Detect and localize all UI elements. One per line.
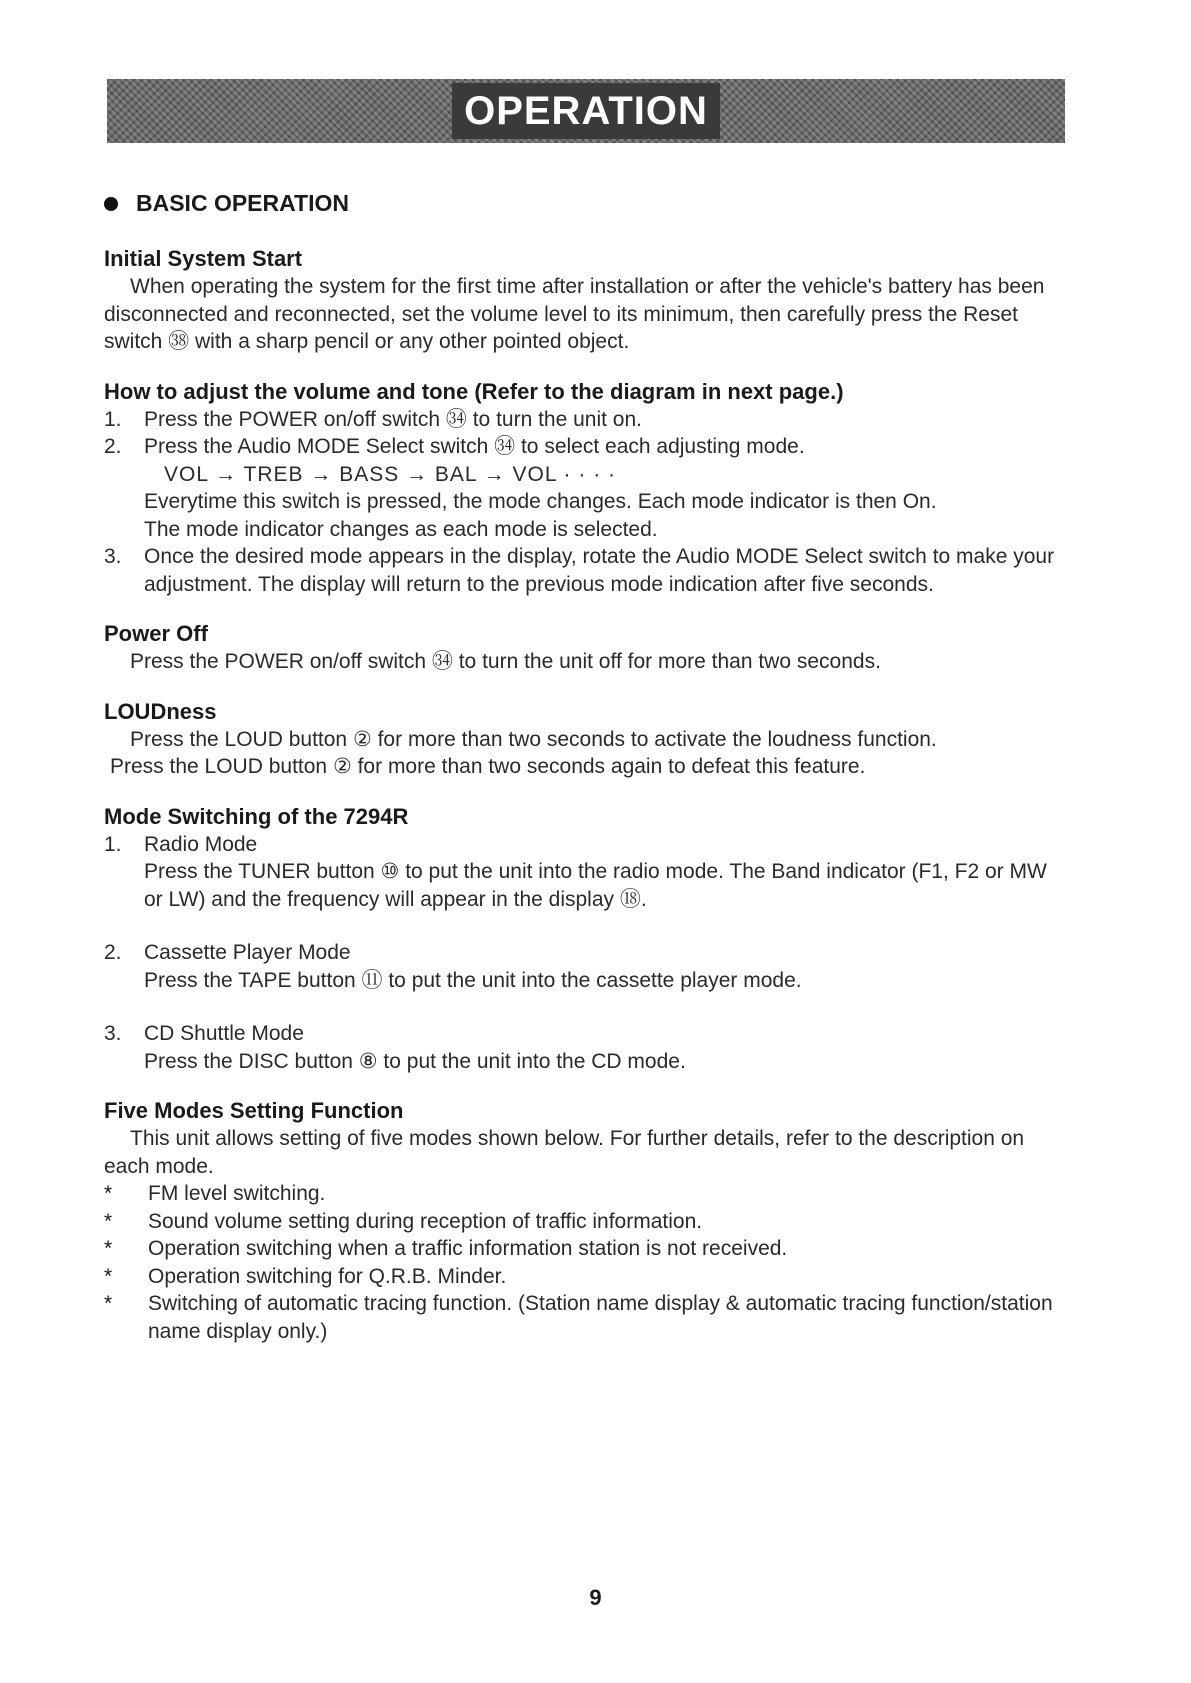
asterisk-bullet: * (104, 1182, 113, 1205)
five-modes-intro: This unit allows setting of five modes shown below. For further details, refer to the description on each mode. (104, 1127, 1025, 1178)
section-heading-text: BASIC OPERATION (136, 190, 349, 216)
five-modes-heading: Five Modes Setting Function (104, 1098, 404, 1123)
list-item (104, 1235, 1064, 1263)
mode-item: FM level switching. (148, 1182, 326, 1205)
list-item (104, 543, 1064, 598)
power-off-body: Press the POWER on/off switch ㉞ to turn the unit off for more than two seconds. (130, 650, 881, 673)
mode-item: Switching of automatic tracing function. (Station name display & automatic tracing function/station name display only.) (148, 1292, 1053, 1343)
power-off-heading: Power Off (104, 621, 208, 646)
item-number: 3. (104, 1022, 122, 1045)
list-item (104, 1208, 1064, 1236)
item-text: Press the TAPE button ⑪ to put the unit into the cassette player mode. (144, 968, 802, 992)
step-text: Once the desired mode appears in the display, rotate the Audio MODE Select switch to make your adjustment. The display will return to the previous mode indication after five seconds. (144, 545, 1055, 596)
mode-switching-heading: Mode Switching of the 7294R (104, 803, 409, 829)
mode-sequence: VOL → TREB → BASS → BAL → VOL · · · · (164, 462, 617, 486)
item-number: 2. (104, 941, 122, 964)
list-item (104, 1290, 1064, 1345)
step-number: 2. (104, 435, 122, 458)
step-text: Press the Audio MODE Select switch ㉞ to select each adjusting mode. (144, 435, 805, 458)
list-item (104, 831, 1064, 914)
step-number: 1. (104, 407, 122, 431)
adjust-volume-tone (104, 378, 1064, 599)
list-item (104, 1263, 1064, 1291)
list-item (104, 1180, 1064, 1208)
loudness-heading: LOUDness (104, 698, 217, 724)
power-off (104, 620, 1064, 676)
page-content (104, 190, 1064, 1367)
item-title: Cassette Player Mode (144, 941, 351, 964)
item-text: Press the DISC button ⑧ to put the unit into the CD mode. (144, 1049, 686, 1073)
list-item (104, 433, 1064, 543)
section-heading (104, 190, 1064, 217)
mode-switching (104, 803, 1064, 1076)
initial-body: When operating the system for the first time after installation or after the vehicle's battery has been disconnected and reconnected, set the volume level to its minimum, then carefully press the Reset switch ㊳ with a sharp pencil or any other pointed object. (104, 275, 1045, 353)
initial-heading: Initial System Start (104, 246, 303, 271)
mode-note-1: Everytime this switch is pressed, the mode changes. Each mode indicator is then On. (144, 490, 937, 513)
asterisk-bullet: * (104, 1237, 113, 1260)
mode-note-2: The mode indicator changes as each mode is selected. (144, 517, 658, 541)
step-text: Press the POWER on/off switch ㉞ to turn the unit on. (144, 407, 643, 431)
asterisk-bullet: * (104, 1264, 113, 1288)
operation-banner (107, 79, 1065, 143)
five-modes (104, 1097, 1064, 1345)
mode-item: Sound volume setting during reception of traffic information. (148, 1209, 703, 1233)
item-number: 1. (104, 832, 122, 856)
loudness-line-2: Press the LOUD button ② for more than two seconds again to defeat this feature. (110, 755, 866, 778)
initial-system-start (104, 245, 1064, 356)
asterisk-bullet: * (104, 1292, 113, 1315)
step-number: 3. (104, 545, 122, 568)
mode-item: Operation switching for Q.R.B. Minder. (148, 1264, 507, 1288)
list-item (104, 939, 1064, 994)
list-item (104, 406, 1064, 434)
bullet-icon (104, 197, 118, 211)
item-title: Radio Mode (144, 832, 258, 856)
adjust-heading: How to adjust the volume and tone (Refer to the diagram in next page.) (104, 378, 844, 404)
loudness-line-1: Press the LOUD button ② for more than two seconds to activate the loudness function. (130, 727, 937, 751)
list-item (104, 1020, 1064, 1075)
asterisk-bullet: * (104, 1209, 113, 1233)
page-number: 9 (589, 1585, 602, 1610)
item-text: Press the TUNER button ⑩ to put the unit into the radio mode. The Band indicator (F1, F2 or MW or LW) and the frequency will appear in the display ⑱. (144, 860, 1047, 911)
item-title: CD Shuttle Mode (144, 1022, 304, 1045)
loudness (104, 698, 1064, 781)
banner-title: OPERATION (452, 83, 720, 139)
mode-item: Operation switching when a traffic information station is not received. (148, 1237, 788, 1260)
